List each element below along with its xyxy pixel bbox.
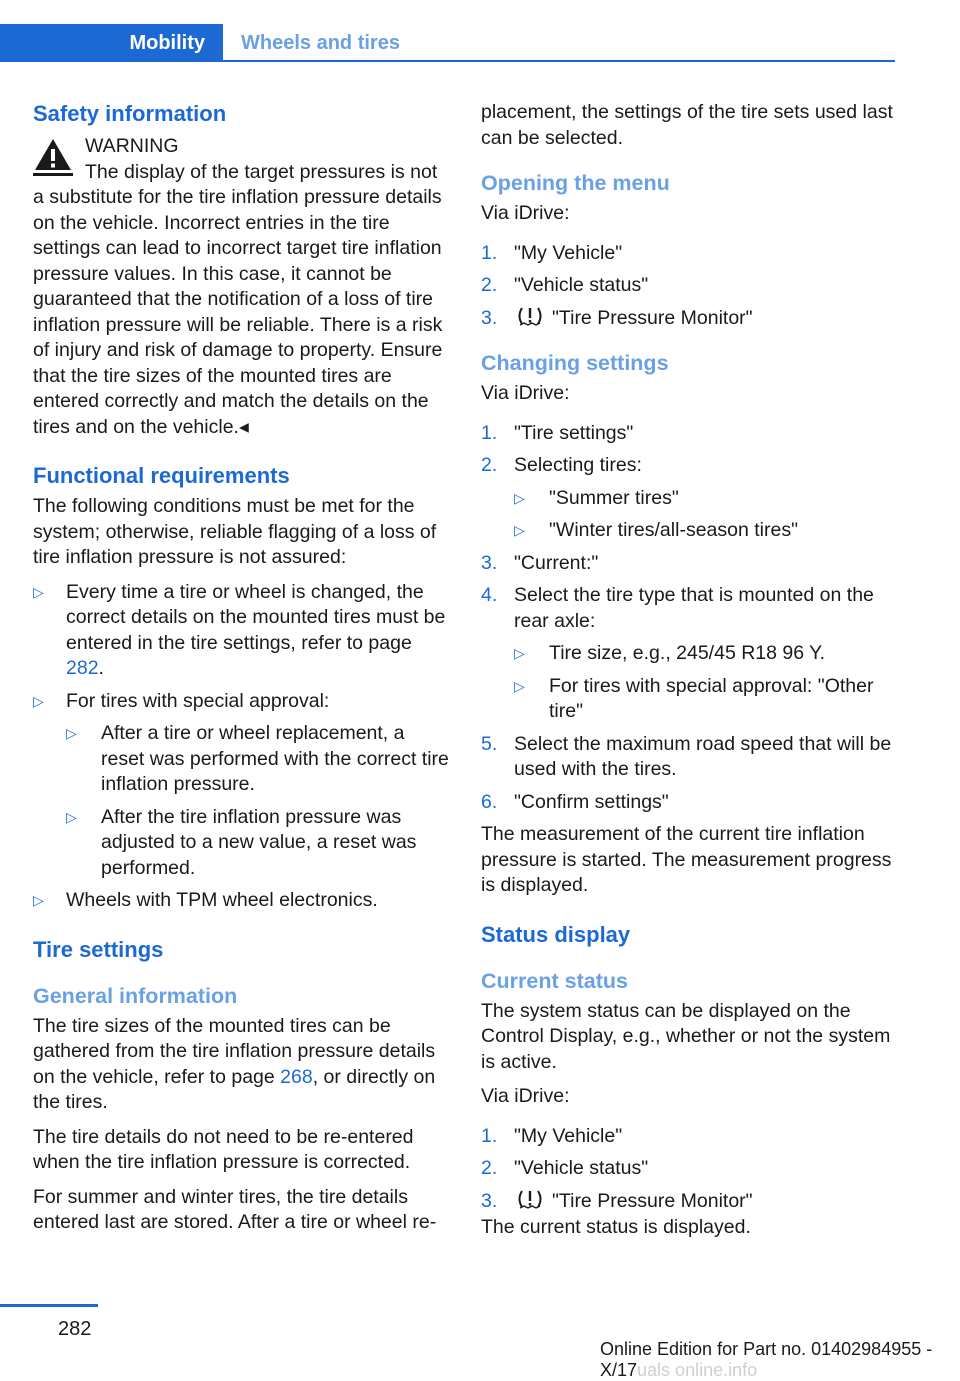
step-number: 5.: [481, 732, 498, 755]
via-idrive-label: Via iDrive:: [481, 202, 570, 224]
step-text: "My Vehicle": [514, 241, 623, 264]
status-steps-list: [481, 1124, 897, 1215]
step-number: 3.: [481, 551, 498, 574]
warning-text: The display of the target pressures is not a substitute for the tire inflation pressure details on the vehicle. Incorrect entries in the tire settings can lead to incorrect target tire inflation pressure values. In this case, it cannot be guaranteed that the notification of a loss of tire inflation pressure will be reliable. There is a risk of injury and risk of damage to property. Ensure that the tire sizes of the mounted tires are entered correctly and match the details on the tires and on the vehicle.◂: [33, 160, 443, 438]
current-status-paragraph: The system status can be displayed on the Control Display, e.g., whether or not the system is active.: [481, 999, 891, 1073]
list-item: [481, 306, 897, 332]
requirement-text: Wheels with TPM wheel electronics.: [66, 889, 378, 911]
list-item: [481, 583, 897, 725]
sub-step-text: "Winter tires/all-season tires": [549, 519, 798, 541]
general-paragraph-2: The tire details do not need to be re-entered when the tire inflation pressure is corrected.: [33, 1125, 414, 1173]
general-paragraph-1: The tire sizes of the mounted tires can be gathered from the tire inflation pressure details on the vehicle, refer to page 268, or directly on the tires.: [33, 1014, 436, 1113]
step-number: 1.: [481, 1124, 498, 1147]
step-text: Select the tire type that is mounted on the rear axle:: [514, 584, 874, 632]
warning-block: [33, 134, 449, 440]
triangle-bullet-icon: ▷: [33, 583, 44, 600]
sub-step-text: "Summer tires": [549, 486, 679, 509]
footer-divider: [0, 1304, 98, 1307]
step-number: 3.: [481, 1189, 498, 1212]
page-number: 282: [58, 1318, 92, 1340]
step-text: "Tire Pressure Monitor": [552, 306, 753, 329]
list-item: [33, 689, 449, 882]
tab-mobility-label: Mobility: [129, 31, 205, 54]
heading-opening-the-menu: Opening the menu: [481, 171, 670, 195]
step-text: "Vehicle status": [514, 1157, 649, 1179]
tab-mobility: [0, 24, 223, 62]
warning-label: WARNING: [85, 135, 179, 157]
section-label: Wheels and tires: [241, 31, 400, 54]
heading-status-display: Status display: [481, 921, 631, 947]
list-item: [481, 1189, 897, 1215]
step-number: 1.: [481, 421, 498, 444]
triangle-bullet-icon: ▷: [33, 892, 44, 908]
page-header: [0, 24, 895, 62]
list-item: [481, 241, 897, 267]
step-text: Select the maximum road speed that will be used with the tires.: [514, 732, 892, 780]
heading-changing-settings: Changing settings: [481, 351, 669, 375]
step-number: 3.: [481, 306, 498, 329]
list-item: [481, 1156, 897, 1182]
step-number: 4.: [481, 584, 498, 606]
requirement-text: Every time a tire or wheel is changed, the correct details on the mounted tires must be entered in the tire settings, refer to page: [66, 580, 446, 654]
triangle-bullet-icon: ▷: [514, 489, 525, 506]
warning-triangle-icon: [33, 136, 73, 176]
step-number: 6.: [481, 790, 498, 813]
triangle-bullet-icon: ▷: [66, 808, 77, 825]
edition-text: Online Edition for Part no. 01402984955 - X/17: [600, 1339, 933, 1380]
sub-requirement-text: After a tire or wheel replacement, a reset was performed with the correct tire inflation pressure.: [101, 722, 449, 795]
via-idrive-label: Via iDrive:: [481, 382, 570, 404]
triangle-bullet-icon: ▷: [514, 645, 525, 661]
changing-steps-list: [481, 421, 897, 816]
step-text: "Tire settings": [514, 421, 634, 444]
triangle-bullet-icon: ▷: [33, 692, 44, 709]
sub-step-text: For tires with special approval: "Other tire": [549, 674, 874, 722]
step-text: Selecting tires:: [514, 454, 642, 476]
tab-section-wheels-and-tires: [241, 24, 400, 62]
tire-pressure-monitor-icon: [516, 1188, 544, 1210]
triangle-bullet-icon: ▷: [514, 522, 525, 538]
sub-requirement-text: After the tire inflation pressure was adjusted to a new value, a reset was performed.: [101, 805, 417, 879]
watermark-text: uals online.info: [637, 1360, 758, 1380]
heading-tire-settings: Tire settings: [33, 936, 164, 962]
list-item: [481, 732, 897, 783]
edition-footer: [600, 1339, 960, 1381]
list-item: [481, 790, 897, 816]
step-number: 2.: [481, 274, 498, 296]
list-item: [481, 1124, 897, 1150]
list-item: [481, 453, 897, 544]
continued-paragraph: placement, the settings of the tire sets used last can be selected.: [481, 101, 893, 149]
tire-pressure-monitor-icon: [516, 305, 544, 327]
step-text: "My Vehicle": [514, 1124, 623, 1147]
list-item: [481, 551, 897, 577]
step-text: "Confirm settings": [514, 790, 669, 813]
requirement-end: .: [98, 657, 104, 679]
triangle-bullet-icon: ▷: [514, 677, 525, 694]
list-item: [514, 641, 897, 667]
step-number: 1.: [481, 241, 498, 264]
triangle-bullet-icon: ▷: [66, 725, 77, 741]
status-end-paragraph: The current status is displayed.: [481, 1216, 751, 1238]
heading-safety-information: Safety information: [33, 101, 227, 126]
tire-type-list: [514, 486, 897, 544]
page-link-282[interactable]: 282: [66, 657, 99, 679]
step-number: 2.: [481, 454, 498, 476]
right-column: [481, 100, 897, 1250]
list-item: [33, 888, 449, 914]
general-paragraph-3: For summer and winter tires, the tire details entered last are stored. After a tire or wheel re-: [33, 1185, 437, 1233]
via-idrive-label: Via iDrive:: [481, 1085, 570, 1107]
list-item: [481, 421, 897, 447]
heading-general-information: General information: [33, 983, 238, 1008]
list-item: [514, 486, 897, 512]
page-link-268[interactable]: 268: [280, 1065, 313, 1088]
requirements-list: [33, 580, 449, 914]
heading-current-status: Current status: [481, 968, 628, 993]
opening-steps-list: [481, 241, 897, 332]
sub-step-text: Tire size, e.g., 245/45 R18 96 Y.: [549, 642, 826, 664]
functional-intro: The following conditions must be met for the system; otherwise, reliable flagging of a loss of tire inflation pressure is not assured:: [33, 495, 437, 568]
list-item: [33, 580, 449, 682]
left-column: [33, 100, 449, 1245]
special-approval-list: [66, 721, 449, 881]
measurement-paragraph: The measurement of the current tire inflation pressure is started. The measurement progress is displayed.: [481, 823, 892, 896]
list-item: [481, 273, 897, 299]
step-text: "Vehicle status": [514, 274, 649, 296]
requirement-text: For tires with special approval:: [66, 689, 330, 712]
list-item: [514, 518, 897, 544]
step-number: 2.: [481, 1157, 498, 1179]
step-text: "Current:": [514, 551, 599, 574]
list-item: [66, 805, 449, 882]
list-item: [66, 721, 449, 798]
list-item: [514, 674, 897, 725]
header-divider: [223, 60, 895, 62]
tire-size-list: [514, 641, 897, 725]
heading-functional-requirements: Functional requirements: [33, 463, 290, 488]
step-text: "Tire Pressure Monitor": [552, 1189, 753, 1212]
